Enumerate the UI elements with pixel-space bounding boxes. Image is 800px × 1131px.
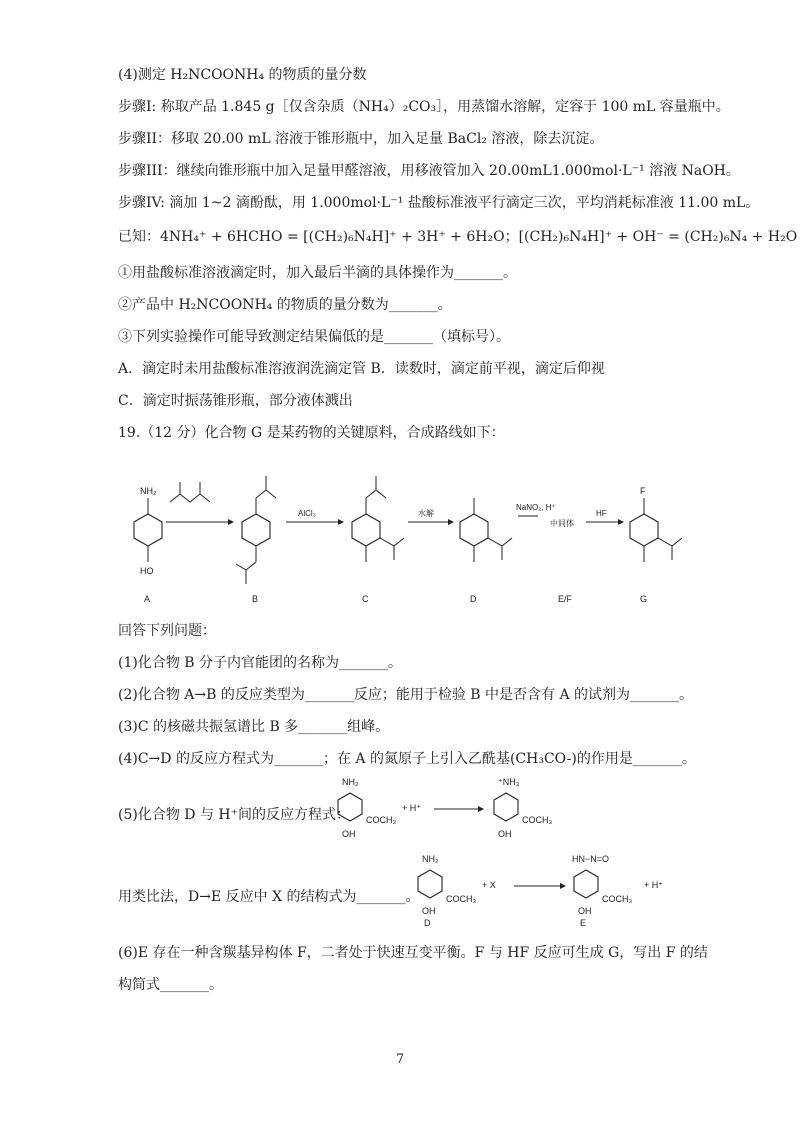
svg-text:COCH₃: COCH₃	[366, 815, 397, 825]
acetic-anhydride	[166, 482, 234, 525]
step-1: 步骤I: 称取产品 1.845 g［仅含杂质（NH₄）₂CO₃］，用蒸馏水溶解，定容于 100 mL 容量瓶中。	[118, 99, 730, 115]
group-nh2-a: NH₂	[140, 486, 157, 496]
label-b: B	[252, 594, 259, 604]
equation-5	[330, 775, 590, 845]
svg-text:⁺NH₃: ⁺NH₃	[498, 777, 520, 787]
step-2: 步骤II：移取 20.00 mL 溶液于锥形瓶中，加入足量 BaCl₂ 溶液，除去沉淀。	[118, 131, 604, 147]
svg-text:+ H⁺: + H⁺	[644, 880, 664, 890]
subq-6b: 构简式_______。	[118, 977, 223, 993]
arrow-nitrite	[516, 503, 556, 516]
svg-text:NH₂: NH₂	[342, 777, 359, 787]
svg-text:COCH₃: COCH₃	[602, 894, 633, 904]
svg-text:HF: HF	[596, 509, 607, 518]
svg-text:COCH₃: COCH₃	[522, 815, 553, 825]
intermediate-arrow	[550, 509, 624, 528]
svg-text:AlCl₃: AlCl₃	[298, 509, 316, 518]
label-c: C	[362, 594, 369, 604]
compound-c-structure	[352, 476, 404, 562]
subq-2: (2)化合物 A→B 的反应类型为_______反应；能用于检验 B 中是否含有 A 的试剂为_______。	[118, 687, 694, 703]
svg-text:+ H⁺: + H⁺	[402, 803, 422, 813]
svg-text:NaNO₂, H⁺: NaNO₂, H⁺	[516, 503, 556, 512]
answer-prompt: 回答下列问题：	[118, 623, 216, 639]
svg-text:OH: OH	[578, 906, 592, 916]
q19-heading: 19.（12 分）化合物 G 是某药物的关键原料，合成路线如下：	[118, 425, 505, 441]
options-ab: A．滴定时未用盐酸标准溶液润洗滴定管 B．读数时，滴定前平视，滴定后仰视	[118, 361, 605, 377]
svg-text:中间体: 中间体	[550, 519, 574, 528]
question-3: ③下列实验操作可能导致测定结果偏低的是_______（填标号）。	[118, 329, 510, 345]
label-g: G	[640, 594, 648, 604]
compound-a-structure	[134, 486, 162, 576]
equation-5b	[410, 852, 690, 932]
label-d: D	[470, 594, 477, 604]
option-c: C．滴定时振荡锥形瓶，部分液体溅出	[118, 393, 353, 409]
group-ho-a: HO	[140, 566, 154, 576]
arrow-hydrolysis	[408, 508, 454, 525]
subq-4: (4)C→D 的反应方程式为_______；在 A 的氮原子上引入乙酰基(CH₃CO-)的作用是_______。	[118, 751, 696, 767]
compound-g-structure	[630, 486, 682, 562]
svg-text:E: E	[580, 918, 587, 928]
svg-text:COCH₃: COCH₃	[446, 894, 477, 904]
step-4: 步骤IV: 滴加 1~2 滴酚酞，用 1.000mol·L⁻¹ 盐酸标准液平行滴定三次，平均消耗标准液 11.00 mL。	[118, 195, 760, 211]
subq-5: (5)化合物 D 与 H⁺间的反应方程式：	[118, 807, 351, 823]
step-3: 步骤III：继续向锥形瓶中加入足量甲醛溶液，用移液管加入 20.00mL1.000mol·L⁻¹ 溶液 NaOH。	[118, 163, 740, 179]
synthesis-scheme	[118, 452, 698, 612]
subq-1: (1)化合物 B 分子内官能团的名称为_______。	[118, 655, 403, 671]
part4-heading: (4)测定 H₂NCOONH₄ 的物质的量分数	[118, 67, 367, 83]
compound-b-structure	[236, 476, 276, 584]
svg-text:F: F	[640, 486, 646, 496]
compound-d-structure	[460, 498, 512, 562]
question-1: ①用盐酸标准溶液滴定时，加入最后半滴的具体操作为_______。	[118, 265, 517, 281]
question-2: ②产品中 H₂NCOONH₄ 的物质的量分数为_______。	[118, 297, 452, 313]
svg-text:+ X: + X	[482, 880, 496, 890]
subq-6a: (6)E 存在一种含羰基异构体 F，二者处于快速互变平衡。F 与 HF 反应可生成 G，写出 F 的结	[118, 945, 708, 961]
svg-text:OH: OH	[498, 829, 512, 839]
arrow-alcl3	[286, 509, 344, 525]
known-equations: 已知：4NH₄⁺ + 6HCHO = [(CH₂)₆N₄H]⁺ + 3H⁺ + 6H₂O；[(CH₂)₆N₄H]⁺ + OH⁻ = (CH₂)₆N₄ + H₂O	[118, 229, 798, 245]
svg-text:D: D	[424, 918, 431, 928]
subq-3: (3)C 的核磁共振氢谱比 B 多_______组峰。	[118, 719, 390, 735]
svg-text:水解: 水解	[418, 509, 434, 518]
svg-text:HN−N=O: HN−N=O	[572, 854, 610, 864]
svg-text:NH₂: NH₂	[422, 854, 439, 864]
page-number: 7	[395, 1052, 405, 1067]
label-ef: E/F	[558, 594, 573, 604]
svg-text:OH: OH	[342, 829, 356, 839]
subq-5b: 用类比法，D→E 反应中 X 的结构式为_______。	[118, 889, 420, 905]
svg-text:OH: OH	[422, 906, 436, 916]
label-a: A	[144, 594, 151, 604]
